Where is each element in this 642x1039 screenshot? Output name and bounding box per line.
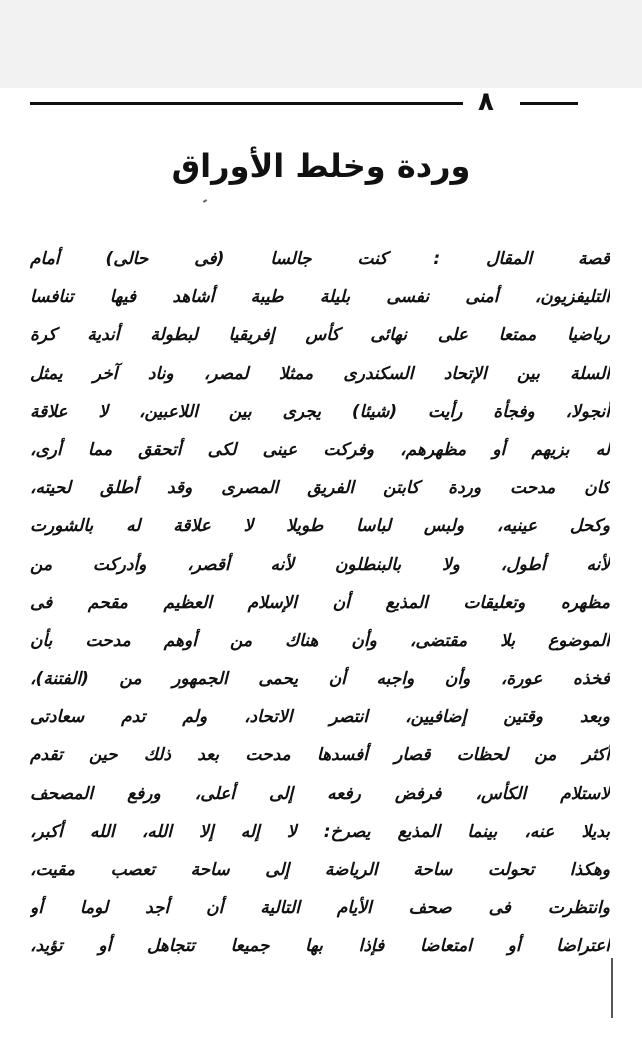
page-header <box>30 87 620 117</box>
body-line: لاستلام الكأس، فرفض رفعه إلى أعلى، ورفع المصحف <box>30 783 610 804</box>
scan-margin-line <box>611 958 613 1018</box>
body-line: فخذه عورة، وأن واجبه أن يحمى الجمهور من (الفتنة)، <box>30 669 610 690</box>
body-line: السلة بين الإتحاد السكندرى ممثلا لمصر، وناد آخر يمثل <box>30 363 610 384</box>
body-line: أنجولا، وفجأة رأيت (شيئا) يجرى بين اللاعبين، لا علاقة <box>30 401 610 422</box>
chapter-title: وردة وخلط الأوراق <box>171 147 471 185</box>
body-line: وهكذا تحولت ساحة الرياضة إلى ساحة تعصب مقيت، <box>30 860 610 880</box>
body-line: له بزيهم أو مظهرهم، وفركت عينى لكى أتحقق مما أرى، <box>30 439 610 460</box>
body-line: كان مدحت وردة كابتن الفريق المصرى وقد أطلق لحيته، <box>30 478 610 499</box>
body-line: لأنه أطول، ولا بالبنطلون لأنه أقصر، وأدركت من <box>30 554 610 575</box>
scan-speck <box>203 199 207 203</box>
scan-top-band <box>0 0 642 88</box>
body-line: أكثر من لحظات قصار أفسدها مدحت بعد ذلك حين تقدم <box>30 745 610 766</box>
body-line: التليفزيون، أمنى نفسى بليلة طيبة أشاهد فيها تنافسا <box>30 287 610 308</box>
body-line: بديلا عنه، بينما المذيع يصرخ: لا إله إلا الله، الله أكبر، <box>30 821 610 842</box>
body-line: رياضيا ممتعا على نهائى كأس إفريقيا لبطولة أندية كرة <box>30 325 610 346</box>
body-line: وبعد وقتين إضافيين، انتصر الاتحاد، ولم تدم سعادتى <box>30 707 610 728</box>
page-number: ٨ <box>478 87 494 117</box>
header-rule-long <box>30 102 463 105</box>
body-line: الموضوع بلا مقتضى، وأن هناك من أوهم مدحت بأن <box>30 630 610 651</box>
body-line: وانتظرت فى صحف الأيام التالية أن أجد لوما أو <box>30 898 610 919</box>
body-line: قصة المقال : كنت جالسا (فى حالى) أمام <box>30 249 610 269</box>
body-text <box>30 240 610 966</box>
body-line: مظهره وتعليقات المذيع أن الإسلام العظيم مقحم فى <box>30 592 610 613</box>
header-rule-short <box>520 102 578 105</box>
body-line: اعتراضا أو امتعاضا فإذا بها جميعا تتجاهل أو تؤيد، <box>30 936 610 957</box>
body-line: وكحل عينيه، ولبس لباسا طويلا لا علاقة له بالشورت <box>30 516 610 537</box>
